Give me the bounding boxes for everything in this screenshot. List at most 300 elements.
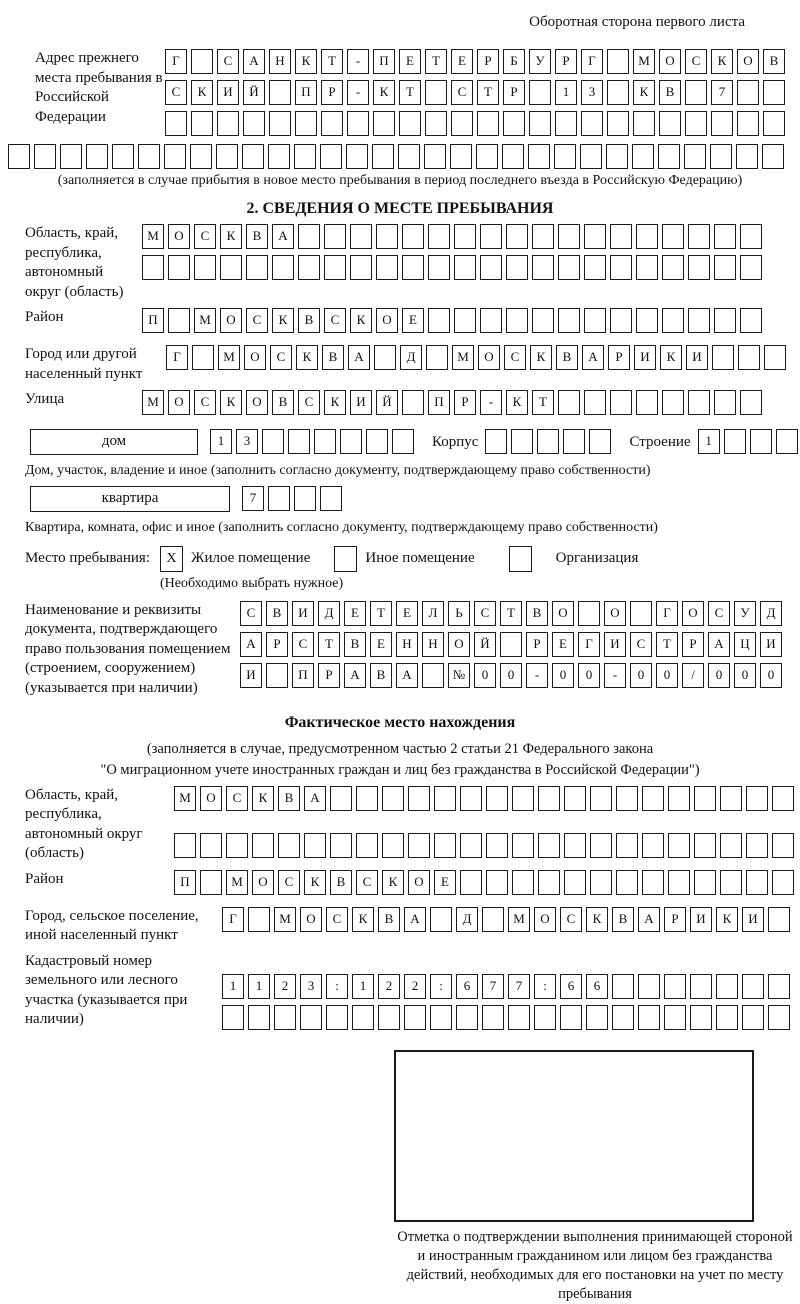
char-cell[interactable]: М [274, 907, 296, 932]
char-cell[interactable] [737, 80, 759, 105]
char-cell[interactable]: Н [422, 632, 444, 657]
char-cell[interactable] [563, 429, 585, 454]
char-cell[interactable]: В [659, 80, 681, 105]
char-cell[interactable] [716, 1005, 738, 1030]
char-cell[interactable] [138, 144, 160, 169]
char-cell[interactable]: Т [477, 80, 499, 105]
char-cell[interactable]: - [480, 390, 502, 415]
char-cell[interactable] [688, 224, 710, 249]
char-cell[interactable]: Р [318, 663, 340, 688]
char-cell[interactable] [324, 224, 346, 249]
char-cell[interactable] [564, 870, 586, 895]
char-cell[interactable] [454, 224, 476, 249]
char-cell[interactable] [558, 224, 580, 249]
char-cell[interactable] [664, 974, 686, 999]
char-cell[interactable]: С [246, 308, 268, 333]
char-cell[interactable]: П [428, 390, 450, 415]
char-cell[interactable] [398, 144, 420, 169]
char-cell[interactable] [662, 390, 684, 415]
char-cell[interactable] [560, 1005, 582, 1030]
char-cell[interactable]: С [630, 632, 652, 657]
char-cell[interactable]: К [272, 308, 294, 333]
char-cell[interactable]: А [582, 345, 604, 370]
char-cell[interactable]: И [604, 632, 626, 657]
char-cell[interactable] [746, 870, 768, 895]
char-cell[interactable] [512, 833, 534, 858]
char-cell[interactable]: 3 [300, 974, 322, 999]
char-cell[interactable]: В [612, 907, 634, 932]
char-cell[interactable]: Р [526, 632, 548, 657]
char-cell[interactable] [612, 974, 634, 999]
char-cell[interactable] [246, 255, 268, 280]
stay-type-checkbox-other[interactable] [334, 546, 357, 572]
char-cell[interactable]: 6 [586, 974, 608, 999]
char-cell[interactable]: О [552, 601, 574, 626]
char-cell[interactable] [382, 833, 404, 858]
char-cell[interactable]: О [659, 49, 681, 74]
char-cell[interactable] [408, 786, 430, 811]
char-cell[interactable] [772, 786, 794, 811]
char-cell[interactable]: 1 [248, 974, 270, 999]
char-cell[interactable] [460, 786, 482, 811]
char-cell[interactable] [768, 1005, 790, 1030]
char-cell[interactable] [636, 390, 658, 415]
char-cell[interactable] [534, 1005, 556, 1030]
char-cell[interactable]: Н [396, 632, 418, 657]
char-cell[interactable] [248, 1005, 270, 1030]
char-cell[interactable]: С [560, 907, 582, 932]
char-cell[interactable] [764, 345, 786, 370]
char-cell[interactable]: К [252, 786, 274, 811]
char-cell[interactable] [638, 1005, 660, 1030]
char-cell[interactable] [607, 49, 629, 74]
char-cell[interactable]: О [244, 345, 266, 370]
char-cell[interactable] [506, 224, 528, 249]
char-cell[interactable]: 0 [474, 663, 496, 688]
char-cell[interactable]: К [586, 907, 608, 932]
char-cell[interactable]: К [711, 49, 733, 74]
char-cell[interactable] [512, 786, 534, 811]
char-cell[interactable] [262, 429, 284, 454]
char-cell[interactable] [636, 224, 658, 249]
char-cell[interactable]: Е [396, 601, 418, 626]
char-cell[interactable] [278, 833, 300, 858]
char-cell[interactable]: М [174, 786, 196, 811]
char-cell[interactable] [694, 870, 716, 895]
char-cell[interactable] [476, 144, 498, 169]
char-cell[interactable]: В [246, 224, 268, 249]
char-cell[interactable] [606, 144, 628, 169]
char-cell[interactable] [714, 390, 736, 415]
char-cell[interactable]: Т [532, 390, 554, 415]
char-cell[interactable] [740, 255, 762, 280]
house-type-box[interactable]: дом [30, 429, 198, 455]
char-cell[interactable]: С [324, 308, 346, 333]
char-cell[interactable] [502, 144, 524, 169]
char-cell[interactable]: Г [656, 601, 678, 626]
char-cell[interactable]: В [330, 870, 352, 895]
char-cell[interactable]: О [168, 224, 190, 249]
char-cell[interactable] [632, 144, 654, 169]
char-cell[interactable] [684, 144, 706, 169]
char-cell[interactable]: 7 [482, 974, 504, 999]
char-cell[interactable] [269, 80, 291, 105]
char-cell[interactable] [356, 833, 378, 858]
char-cell[interactable]: Р [608, 345, 630, 370]
char-cell[interactable]: К [352, 907, 374, 932]
char-cell[interactable]: Р [555, 49, 577, 74]
char-cell[interactable] [685, 80, 707, 105]
char-cell[interactable] [607, 111, 629, 136]
char-cell[interactable] [248, 907, 270, 932]
char-cell[interactable] [538, 833, 560, 858]
char-cell[interactable] [330, 833, 352, 858]
char-cell[interactable] [274, 1005, 296, 1030]
char-cell[interactable]: 0 [656, 663, 678, 688]
char-cell[interactable]: Т [370, 601, 392, 626]
char-cell[interactable] [636, 255, 658, 280]
char-cell[interactable] [425, 111, 447, 136]
char-cell[interactable]: 6 [560, 974, 582, 999]
char-cell[interactable]: О [604, 601, 626, 626]
char-cell[interactable] [200, 870, 222, 895]
char-cell[interactable]: 0 [760, 663, 782, 688]
char-cell[interactable]: В [370, 663, 392, 688]
char-cell[interactable] [86, 144, 108, 169]
char-cell[interactable]: С [270, 345, 292, 370]
char-cell[interactable]: И [292, 601, 314, 626]
char-cell[interactable] [374, 345, 396, 370]
char-cell[interactable]: М [226, 870, 248, 895]
char-cell[interactable] [269, 111, 291, 136]
char-cell[interactable]: М [142, 224, 164, 249]
char-cell[interactable]: Т [656, 632, 678, 657]
char-cell[interactable] [404, 1005, 426, 1030]
char-cell[interactable] [558, 255, 580, 280]
char-cell[interactable]: С [474, 601, 496, 626]
char-cell[interactable]: М [218, 345, 240, 370]
char-cell[interactable] [399, 111, 421, 136]
char-cell[interactable]: Е [370, 632, 392, 657]
char-cell[interactable]: К [304, 870, 326, 895]
char-cell[interactable]: 1 [210, 429, 232, 454]
char-cell[interactable]: - [347, 49, 369, 74]
char-cell[interactable] [295, 111, 317, 136]
char-cell[interactable] [480, 308, 502, 333]
char-cell[interactable]: О [478, 345, 500, 370]
char-cell[interactable] [350, 224, 372, 249]
char-cell[interactable]: Е [552, 632, 574, 657]
char-cell[interactable]: 7 [711, 80, 733, 105]
char-cell[interactable] [480, 255, 502, 280]
char-cell[interactable] [454, 308, 476, 333]
char-cell[interactable]: С [504, 345, 526, 370]
char-cell[interactable]: Й [376, 390, 398, 415]
char-cell[interactable] [768, 907, 790, 932]
char-cell[interactable]: 3 [581, 80, 603, 105]
char-cell[interactable]: С [326, 907, 348, 932]
char-cell[interactable] [714, 308, 736, 333]
char-cell[interactable] [690, 974, 712, 999]
char-cell[interactable]: : [430, 974, 452, 999]
char-cell[interactable]: Г [222, 907, 244, 932]
char-cell[interactable]: 3 [236, 429, 258, 454]
char-cell[interactable] [688, 390, 710, 415]
char-cell[interactable] [480, 224, 502, 249]
char-cell[interactable] [486, 833, 508, 858]
char-cell[interactable] [737, 111, 759, 136]
char-cell[interactable]: П [174, 870, 196, 895]
char-cell[interactable]: К [220, 224, 242, 249]
char-cell[interactable] [710, 144, 732, 169]
char-cell[interactable] [511, 429, 533, 454]
char-cell[interactable]: 0 [578, 663, 600, 688]
char-cell[interactable] [714, 224, 736, 249]
char-cell[interactable]: Г [165, 49, 187, 74]
char-cell[interactable] [216, 144, 238, 169]
char-cell[interactable] [720, 786, 742, 811]
char-cell[interactable] [668, 786, 690, 811]
char-cell[interactable]: 1 [352, 974, 374, 999]
char-cell[interactable] [532, 255, 554, 280]
char-cell[interactable] [425, 80, 447, 105]
char-cell[interactable]: Н [269, 49, 291, 74]
char-cell[interactable] [226, 833, 248, 858]
char-cell[interactable]: Т [399, 80, 421, 105]
char-cell[interactable] [742, 974, 764, 999]
char-cell[interactable] [590, 833, 612, 858]
char-cell[interactable] [340, 429, 362, 454]
char-cell[interactable] [711, 111, 733, 136]
char-cell[interactable]: А [344, 663, 366, 688]
char-cell[interactable] [564, 833, 586, 858]
char-cell[interactable]: - [604, 663, 626, 688]
char-cell[interactable]: И [690, 907, 712, 932]
char-cell[interactable] [450, 144, 472, 169]
char-cell[interactable] [580, 144, 602, 169]
char-cell[interactable]: М [452, 345, 474, 370]
char-cell[interactable]: 2 [378, 974, 400, 999]
char-cell[interactable] [506, 308, 528, 333]
char-cell[interactable] [200, 833, 222, 858]
char-cell[interactable]: С [451, 80, 473, 105]
char-cell[interactable] [356, 786, 378, 811]
char-cell[interactable] [392, 429, 414, 454]
char-cell[interactable] [294, 144, 316, 169]
char-cell[interactable]: С [217, 49, 239, 74]
char-cell[interactable] [581, 111, 603, 136]
char-cell[interactable] [768, 974, 790, 999]
char-cell[interactable] [740, 224, 762, 249]
char-cell[interactable]: И [240, 663, 262, 688]
char-cell[interactable] [430, 1005, 452, 1030]
char-cell[interactable] [668, 870, 690, 895]
char-cell[interactable] [314, 429, 336, 454]
char-cell[interactable] [590, 870, 612, 895]
char-cell[interactable] [191, 111, 213, 136]
char-cell[interactable]: Й [243, 80, 265, 105]
char-cell[interactable] [460, 833, 482, 858]
char-cell[interactable]: А [404, 907, 426, 932]
char-cell[interactable] [347, 111, 369, 136]
char-cell[interactable] [376, 255, 398, 280]
char-cell[interactable]: Д [318, 601, 340, 626]
char-cell[interactable]: К [633, 80, 655, 105]
char-cell[interactable] [610, 390, 632, 415]
char-cell[interactable]: 2 [274, 974, 296, 999]
char-cell[interactable]: С [356, 870, 378, 895]
char-cell[interactable]: С [708, 601, 730, 626]
char-cell[interactable]: К [506, 390, 528, 415]
char-cell[interactable] [402, 224, 424, 249]
char-cell[interactable]: № [448, 663, 470, 688]
char-cell[interactable] [736, 144, 758, 169]
char-cell[interactable] [294, 486, 316, 511]
char-cell[interactable] [456, 1005, 478, 1030]
char-cell[interactable] [506, 255, 528, 280]
char-cell[interactable] [428, 308, 450, 333]
char-cell[interactable] [194, 255, 216, 280]
char-cell[interactable] [714, 255, 736, 280]
char-cell[interactable]: И [760, 632, 782, 657]
char-cell[interactable]: И [634, 345, 656, 370]
char-cell[interactable]: К [716, 907, 738, 932]
char-cell[interactable]: А [396, 663, 418, 688]
char-cell[interactable]: В [344, 632, 366, 657]
char-cell[interactable] [434, 786, 456, 811]
char-cell[interactable]: Б [503, 49, 525, 74]
char-cell[interactable]: О [682, 601, 704, 626]
char-cell[interactable]: 2 [404, 974, 426, 999]
char-cell[interactable] [477, 111, 499, 136]
char-cell[interactable] [408, 833, 430, 858]
char-cell[interactable] [642, 786, 664, 811]
char-cell[interactable] [508, 1005, 530, 1030]
stay-type-checkbox-residential[interactable]: X [160, 546, 183, 572]
char-cell[interactable] [266, 663, 288, 688]
char-cell[interactable] [740, 390, 762, 415]
char-cell[interactable]: Е [451, 49, 473, 74]
char-cell[interactable] [321, 111, 343, 136]
char-cell[interactable] [724, 429, 746, 454]
char-cell[interactable]: С [292, 632, 314, 657]
char-cell[interactable]: Р [664, 907, 686, 932]
char-cell[interactable] [434, 833, 456, 858]
char-cell[interactable] [772, 870, 794, 895]
char-cell[interactable] [503, 111, 525, 136]
char-cell[interactable]: В [763, 49, 785, 74]
char-cell[interactable]: О [200, 786, 222, 811]
char-cell[interactable]: М [194, 308, 216, 333]
char-cell[interactable] [112, 144, 134, 169]
char-cell[interactable] [586, 1005, 608, 1030]
char-cell[interactable] [373, 111, 395, 136]
char-cell[interactable] [642, 870, 664, 895]
char-cell[interactable] [694, 786, 716, 811]
char-cell[interactable]: И [350, 390, 372, 415]
char-cell[interactable]: 6 [456, 974, 478, 999]
char-cell[interactable] [763, 80, 785, 105]
char-cell[interactable] [8, 144, 30, 169]
char-cell[interactable] [607, 80, 629, 105]
char-cell[interactable] [422, 663, 444, 688]
char-cell[interactable] [616, 833, 638, 858]
stay-type-checkbox-organization[interactable] [509, 546, 532, 572]
char-cell[interactable] [346, 144, 368, 169]
char-cell[interactable] [486, 786, 508, 811]
char-cell[interactable] [685, 111, 707, 136]
char-cell[interactable]: О [448, 632, 470, 657]
char-cell[interactable] [564, 786, 586, 811]
char-cell[interactable]: О [252, 870, 274, 895]
char-cell[interactable] [532, 308, 554, 333]
char-cell[interactable]: А [240, 632, 262, 657]
char-cell[interactable] [532, 224, 554, 249]
char-cell[interactable] [746, 786, 768, 811]
char-cell[interactable] [243, 111, 265, 136]
char-cell[interactable] [762, 144, 784, 169]
char-cell[interactable] [558, 308, 580, 333]
char-cell[interactable] [558, 390, 580, 415]
char-cell[interactable] [485, 429, 507, 454]
char-cell[interactable]: Г [581, 49, 603, 74]
char-cell[interactable]: 7 [508, 974, 530, 999]
char-cell[interactable] [537, 429, 559, 454]
char-cell[interactable]: А [304, 786, 326, 811]
char-cell[interactable] [688, 255, 710, 280]
char-cell[interactable] [584, 255, 606, 280]
char-cell[interactable]: Т [425, 49, 447, 74]
char-cell[interactable]: : [534, 974, 556, 999]
char-cell[interactable] [776, 429, 798, 454]
char-cell[interactable] [304, 833, 326, 858]
char-cell[interactable] [402, 390, 424, 415]
char-cell[interactable] [428, 255, 450, 280]
char-cell[interactable]: К [660, 345, 682, 370]
char-cell[interactable]: Р [321, 80, 343, 105]
char-cell[interactable]: М [142, 390, 164, 415]
char-cell[interactable] [324, 255, 346, 280]
char-cell[interactable] [460, 870, 482, 895]
char-cell[interactable]: К [350, 308, 372, 333]
char-cell[interactable] [642, 833, 664, 858]
char-cell[interactable] [610, 224, 632, 249]
char-cell[interactable] [168, 308, 190, 333]
char-cell[interactable]: : [326, 974, 348, 999]
char-cell[interactable] [528, 144, 550, 169]
char-cell[interactable]: К [220, 390, 242, 415]
char-cell[interactable] [372, 144, 394, 169]
char-cell[interactable] [486, 870, 508, 895]
char-cell[interactable] [217, 111, 239, 136]
char-cell[interactable]: К [382, 870, 404, 895]
char-cell[interactable] [610, 308, 632, 333]
char-cell[interactable] [298, 224, 320, 249]
char-cell[interactable] [584, 224, 606, 249]
char-cell[interactable]: П [295, 80, 317, 105]
char-cell[interactable]: Г [166, 345, 188, 370]
char-cell[interactable] [694, 833, 716, 858]
char-cell[interactable]: К [191, 80, 213, 105]
char-cell[interactable] [612, 1005, 634, 1030]
char-cell[interactable] [320, 144, 342, 169]
char-cell[interactable]: / [682, 663, 704, 688]
char-cell[interactable]: А [638, 907, 660, 932]
char-cell[interactable] [350, 255, 372, 280]
char-cell[interactable]: В [556, 345, 578, 370]
char-cell[interactable]: С [194, 390, 216, 415]
char-cell[interactable] [578, 601, 600, 626]
